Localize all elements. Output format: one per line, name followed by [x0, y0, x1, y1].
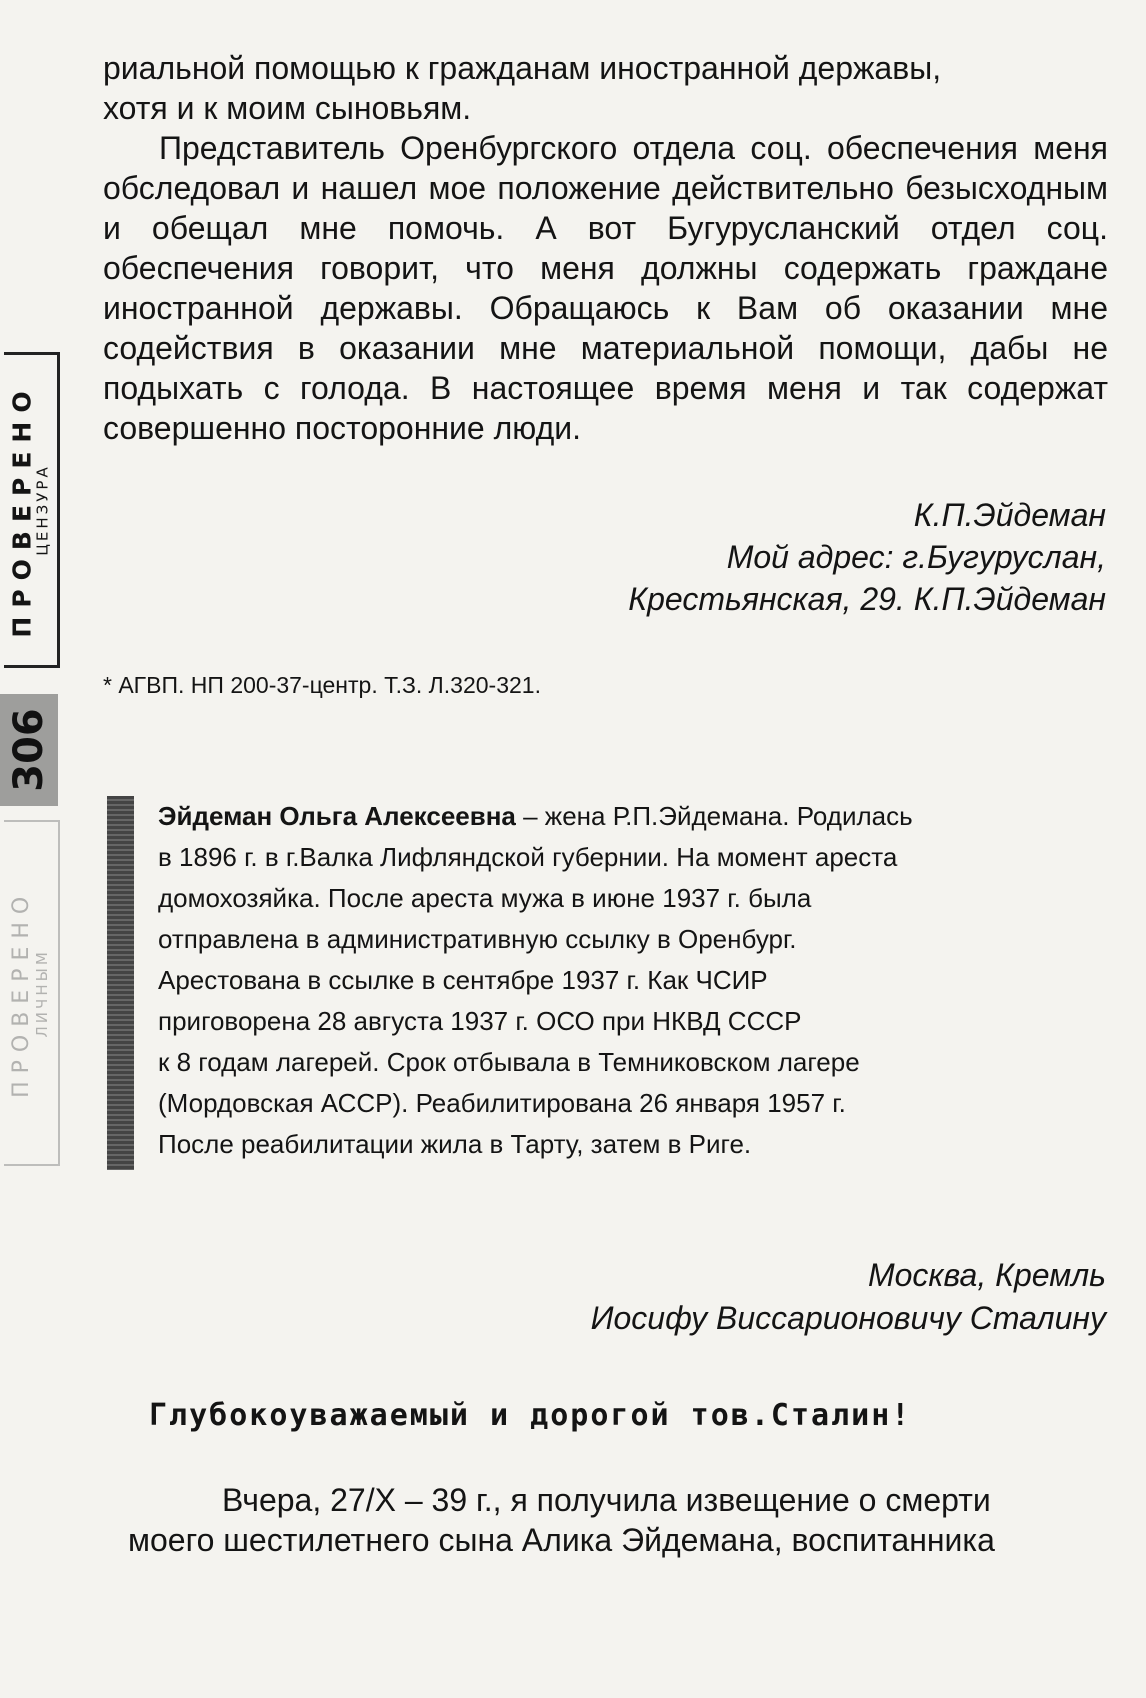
bio-line-6: приговорена 28 августа 1937 г. ОСО при НКВД СССР: [158, 1006, 802, 1036]
final-line-1: Вчера, 27/X – 39 г., я получила извещение о смерти: [222, 1482, 991, 1518]
letter-salutation: Глубокоуважаемый и дорогой тов.Сталин!: [149, 1398, 912, 1433]
page-number-tab: [0, 694, 58, 806]
bio-line-7: к 8 годам лагерей. Срок отбывала в Темниковском лагере: [158, 1047, 860, 1077]
page-number: 306: [6, 708, 52, 792]
archive-footnote: * АГВП. НП 200-37-центр. Т.З. Л.320-321.: [103, 672, 541, 698]
bio-line-5: Арестована в ссылке в сентябре 1937 г. Как ЧСИР: [158, 965, 768, 995]
censorship-stamp: [4, 352, 60, 668]
bio-line-4: отправлена в административную ссылку в Оренбург.: [158, 924, 797, 954]
faded-stamp-sub: ЛИЧНЫМ: [33, 948, 52, 1038]
letter-paragraph: Представитель Оренбургского отдела соц. обеспечения меня обследовал и нашел мое положение действительно безысходным и обещал мне помочь. А вот Бугурусланский отдел соц. обеспечения говорит, что меня должны содержать граждане иностранной державы. Обращаюсь к Вам об оказании мне содействия в оказании мне материальной помощи, дабы не подыхать с голода. В настоящее время меня и так содержат совершенно посторонние люди.: [103, 130, 1108, 446]
bio-line-1: [158, 796, 1108, 837]
bio-line-2: в 1896 г. в г.Валка Лифляндской губернии. На момент ареста: [158, 842, 898, 872]
faded-stamp: [4, 820, 60, 1166]
letter-opening: [103, 48, 1108, 128]
addressee-line-2: Иосифу Виссарионовичу Сталину: [590, 1300, 1106, 1336]
letter-address-line-2: Крестьянская, 29. К.П.Эйдеман: [628, 581, 1106, 617]
letter-signature: К.П.Эйдеман: [913, 497, 1106, 533]
final-line-2: моего шестилетнего сына Алика Эйдемана, воспитанника: [128, 1522, 995, 1558]
stamp-censor-word: ЦЕНЗУРА: [33, 464, 52, 556]
letter-line-1: риальной помощью к гражданам иностранной державы,: [103, 50, 942, 86]
bio-name: Эйдеман Ольга Алексеевна: [158, 801, 516, 831]
bio-line-8: (Мордовская АССР). Реабилитирована 26 января 1957 г.: [158, 1088, 846, 1118]
faded-stamp-word: ПРОВЕРЕНО: [9, 888, 35, 1098]
final-paragraph: [128, 1480, 1108, 1560]
bio-line-9: После реабилитации жила в Тарту, затем в Риге.: [158, 1129, 752, 1159]
stamp-checked-word: ПРОВЕРЕНО: [7, 382, 37, 638]
bio-note: [158, 796, 1108, 1165]
letter-line-2: хотя и к моим сыновьям.: [103, 90, 472, 126]
bio-margin-bar: [107, 796, 134, 1170]
addressee-line-1: Москва, Кремль: [867, 1257, 1106, 1293]
bio-line-1-text: – жена Р.П.Эйдемана. Родилась: [515, 801, 913, 831]
bio-line-3: домохозяйка. После ареста мужа в июне 1937 г. была: [158, 883, 812, 913]
letter-address-line-1: Мой адрес: г.Бугуруслан,: [726, 539, 1106, 575]
